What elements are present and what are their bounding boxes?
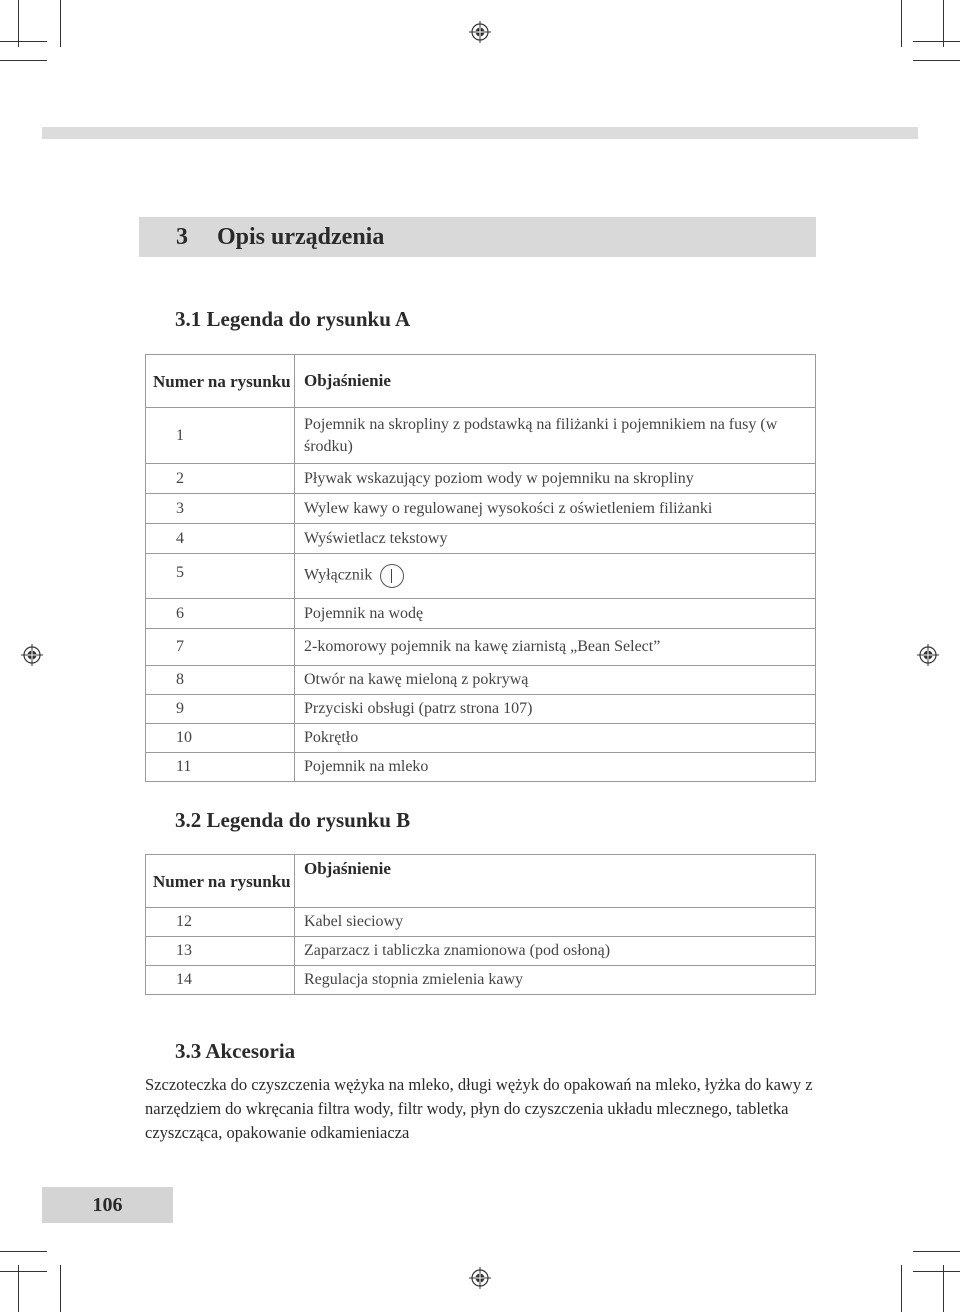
row-number: 12 xyxy=(146,908,295,937)
row-number: 6 xyxy=(146,599,295,629)
row-description: Wylew kawy o regulowanej wysokości z oświetleniem filiżanki xyxy=(295,494,816,524)
crop-mark xyxy=(0,60,47,61)
row-number: 1 xyxy=(146,408,295,464)
crop-mark xyxy=(913,1271,960,1272)
section-title-a: 3.1 Legenda do rysunku A xyxy=(175,307,411,331)
table-row xyxy=(146,494,816,524)
row-number: 9 xyxy=(146,695,295,724)
section-title-b: 3.2 Legenda do rysunku B xyxy=(175,808,411,832)
section-title-c: 3.3 Akcesoria xyxy=(175,1039,296,1063)
registration-crosshair-icon xyxy=(469,1267,491,1289)
chapter-heading xyxy=(139,217,816,257)
table-row xyxy=(146,524,816,554)
row-number: 7 xyxy=(146,629,295,666)
crop-mark xyxy=(0,1251,47,1252)
row-description: Zaparzacz i tabliczka znamionowa (pod osłoną) xyxy=(295,937,816,966)
table-row xyxy=(146,937,816,966)
crop-mark xyxy=(901,0,902,47)
row-number: 10 xyxy=(146,724,295,753)
row-number: 3 xyxy=(146,494,295,524)
crop-mark xyxy=(60,1265,61,1312)
row-description: Kabel sieciowy xyxy=(295,908,816,937)
table-row xyxy=(146,554,816,599)
row-description: Przyciski obsługi (patrz strona 107) xyxy=(295,695,816,724)
header-description: Objaśnienie xyxy=(295,355,816,408)
table-header-row xyxy=(146,855,816,908)
registration-crosshair-icon xyxy=(21,644,43,666)
accessories-text: Szczoteczka do czyszczenia wężyka na mleko, długi wężyk do opakowań na mleko, łyżka do kawy z narzędziem do wkręcania filtra wody, filtr wody, płyn do czyszczenia układu mlecznego, tabletka czyszcząca, opakowanie odkamieniacza xyxy=(145,1075,813,1142)
table-row xyxy=(146,966,816,995)
row-description-cell xyxy=(295,554,816,599)
header-description: Objaśnienie xyxy=(295,855,816,908)
crop-mark xyxy=(901,1265,902,1312)
crop-mark xyxy=(0,1271,47,1272)
table-row xyxy=(146,753,816,782)
row-description: Wyświetlacz tekstowy xyxy=(295,524,816,554)
row-description: 2-komorowy pojemnik na kawę ziarnistą „Bean Select” xyxy=(295,629,816,666)
row-number: 4 xyxy=(146,524,295,554)
chapter-title: Opis urządzenia xyxy=(217,223,385,250)
crop-mark xyxy=(913,1251,960,1252)
row-number: 13 xyxy=(146,937,295,966)
row-number: 11 xyxy=(146,753,295,782)
row-number: 2 xyxy=(146,464,295,494)
crop-mark xyxy=(913,41,960,42)
registration-crosshair-icon xyxy=(917,644,939,666)
header-number: Numer na rysunku xyxy=(146,855,295,908)
power-switch-icon xyxy=(380,564,404,588)
chapter-number: 3 xyxy=(176,223,188,250)
row-number: 14 xyxy=(146,966,295,995)
legend-table-b xyxy=(145,854,816,995)
crop-mark xyxy=(913,60,960,61)
crop-mark xyxy=(60,0,61,47)
crop-mark xyxy=(18,1265,19,1312)
registration-crosshair-icon xyxy=(469,21,491,43)
table-row xyxy=(146,599,816,629)
row-description: Pojemnik na skropliny z podstawką na filiżanki i pojemnikiem na fusy (w środku) xyxy=(295,408,816,464)
crop-mark xyxy=(943,1265,944,1312)
row-description: Pojemnik na mleko xyxy=(295,753,816,782)
page-number: 106 xyxy=(42,1187,173,1223)
crop-mark xyxy=(18,0,19,47)
row-number: 8 xyxy=(146,666,295,695)
crop-mark xyxy=(943,0,944,47)
header-band xyxy=(42,127,918,139)
legend-table-a xyxy=(145,354,816,782)
header-number: Numer na rysunku xyxy=(146,355,295,408)
row-description: Otwór na kawę mieloną z pokrywą xyxy=(295,666,816,695)
table-row xyxy=(146,464,816,494)
table-row xyxy=(146,908,816,937)
row-number: 5 xyxy=(146,554,295,599)
row-description: Regulacja stopnia zmielenia kawy xyxy=(295,966,816,995)
row-description: Pływak wskazujący poziom wody w pojemniku na skropliny xyxy=(295,464,816,494)
table-row xyxy=(146,666,816,695)
table-row xyxy=(146,629,816,666)
row-description: Pojemnik na wodę xyxy=(295,599,816,629)
table-header-row xyxy=(146,355,816,408)
crop-mark xyxy=(0,41,47,42)
row-description: Wyłącznik xyxy=(304,566,373,584)
table-row xyxy=(146,408,816,464)
table-row xyxy=(146,695,816,724)
row-description: Pokrętło xyxy=(295,724,816,753)
table-row xyxy=(146,724,816,753)
